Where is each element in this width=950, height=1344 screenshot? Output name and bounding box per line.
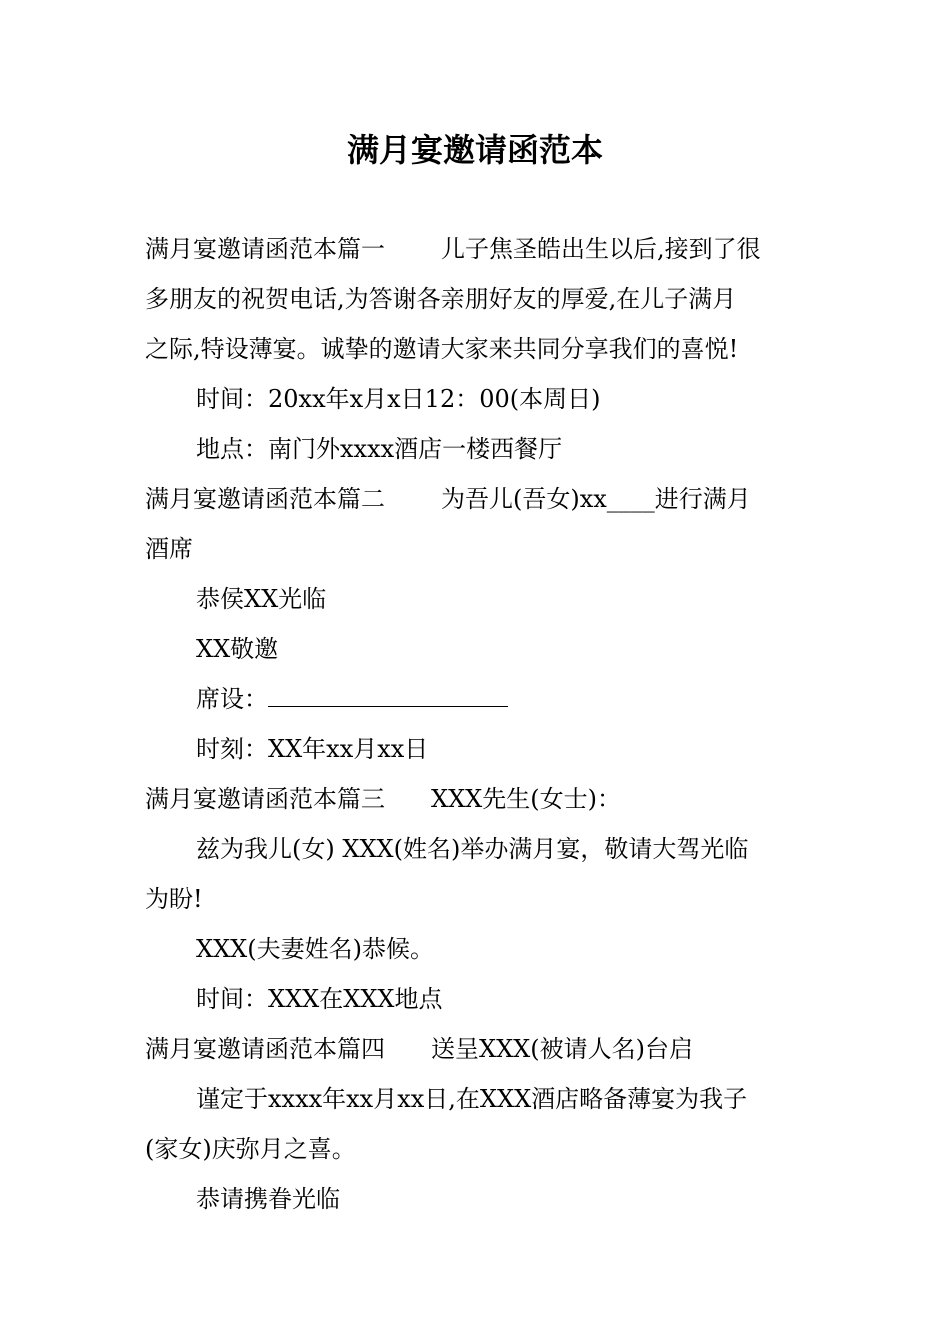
section3-para-1b: 为盼!: [145, 885, 203, 913]
seat-label: 席设：: [196, 685, 268, 713]
section4-para-1a: 谨定于xxxx年xx月xx日,在XXX酒店略备薄宴为我子: [196, 1085, 748, 1113]
section2-text-1: 为吾儿(吾女)xx____进行满月: [441, 485, 751, 513]
section2-seat: [145, 674, 810, 724]
section3-heading: 满月宴邀请函范本篇三: [145, 785, 385, 813]
section4-heading: 满月宴邀请函范本篇四: [145, 1035, 385, 1063]
section1-text-3: 之际,特设薄宴。诚挚的邀请大家来共同分享我们的喜悦!: [145, 335, 739, 363]
section3-line-2: 时间：XXX在XXX地点: [196, 985, 443, 1013]
section3-first-line: [145, 774, 810, 824]
section1-time: 时间：20xx年x月x日12：00(本周日): [196, 385, 601, 413]
section2-text-2: 酒席: [145, 535, 193, 563]
section3-para-1a: 兹为我儿(女) XXX(姓名)举办满月宴，敬请大驾光临: [196, 835, 749, 863]
seat-blank-line: [268, 684, 508, 707]
section1-heading: 满月宴邀请函范本篇一: [145, 235, 385, 263]
section2-line-1: 恭侯XX光临: [196, 585, 327, 613]
section4-text-1: 送呈XXX(被请人名)台启: [431, 1035, 693, 1063]
section2-line-2: XX敬邀: [196, 635, 279, 663]
section3-text-1: XXX先生(女士)：: [431, 785, 621, 813]
section3-line-1: XXX(夫妻姓名)恭候。: [196, 935, 434, 963]
section2-heading: 满月宴邀请函范本篇二: [145, 485, 385, 513]
section1-text-1: 儿子焦圣皓出生以后,接到了很: [441, 235, 761, 263]
document-body: [145, 224, 810, 1224]
section4-first-line: [145, 1024, 810, 1074]
section1-text-2: 多朋友的祝贺电话,为答谢各亲朋好友的厚爱,在儿子满月: [145, 285, 737, 313]
section1-first-line: [145, 224, 810, 274]
section2-moment: 时刻：XX年xx月xx日: [196, 735, 429, 763]
section1-place: 地点：南门外xxxx酒店一楼西餐厅: [196, 435, 563, 463]
section4-line-1: 恭请携眷光临: [196, 1185, 340, 1213]
section2-first-line: [145, 474, 810, 524]
section4-para-1b: (家女)庆弥月之喜。: [145, 1135, 356, 1163]
document-title: 满月宴邀请函范本: [346, 131, 603, 169]
